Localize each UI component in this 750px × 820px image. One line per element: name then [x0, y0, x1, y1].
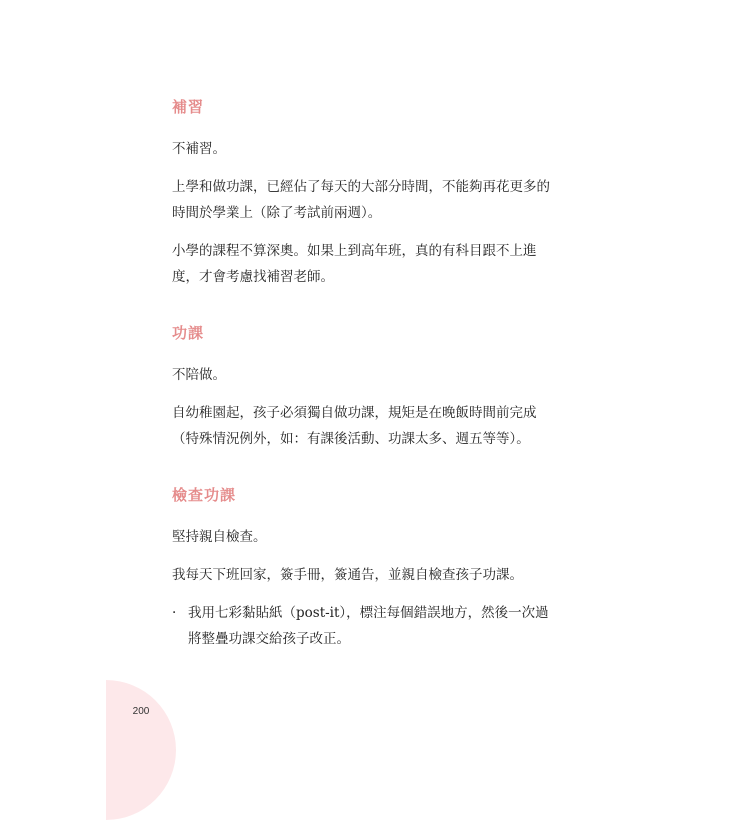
paragraph: 上學和做功課，已經佔了每天的大部分時間，不能夠再花更多的時間於學業上（除了考試前兩週）。 — [172, 179, 550, 221]
bullet-text: 我用七彩黏貼紙（post-it），標注每個錯誤地方，然後一次過將整疊功課交給孩子改正。 — [188, 605, 549, 647]
page-number: 200 — [132, 706, 150, 717]
page-content — [172, 96, 557, 652]
section-heading-homework: 功課 — [172, 324, 205, 342]
paragraph: 堅持親自檢查。 — [172, 529, 267, 545]
section-heading-tutoring: 補習 — [172, 98, 205, 116]
bullet-dot-icon: · — [172, 605, 177, 621]
paragraph: 小學的課程不算深奧。如果上到高年班，真的有科目跟不上進度，才會考慮找補習老師。 — [172, 243, 537, 285]
paragraph: 自幼稚園起，孩子必須獨自做功課，規矩是在晚飯時間前完成（特殊情況例外，如：有課後活動、功課太多、週五等等）。 — [172, 405, 537, 447]
section-heading-check-homework: 檢查功課 — [172, 486, 237, 504]
page-number-circle — [106, 680, 176, 820]
paragraph: 我每天下班回家，簽手冊，簽通告，並親自檢查孩子功課。 — [172, 567, 523, 583]
paragraph: 不陪做。 — [172, 367, 226, 383]
bullet-item — [172, 600, 557, 652]
paragraph: 不補習。 — [172, 141, 226, 157]
